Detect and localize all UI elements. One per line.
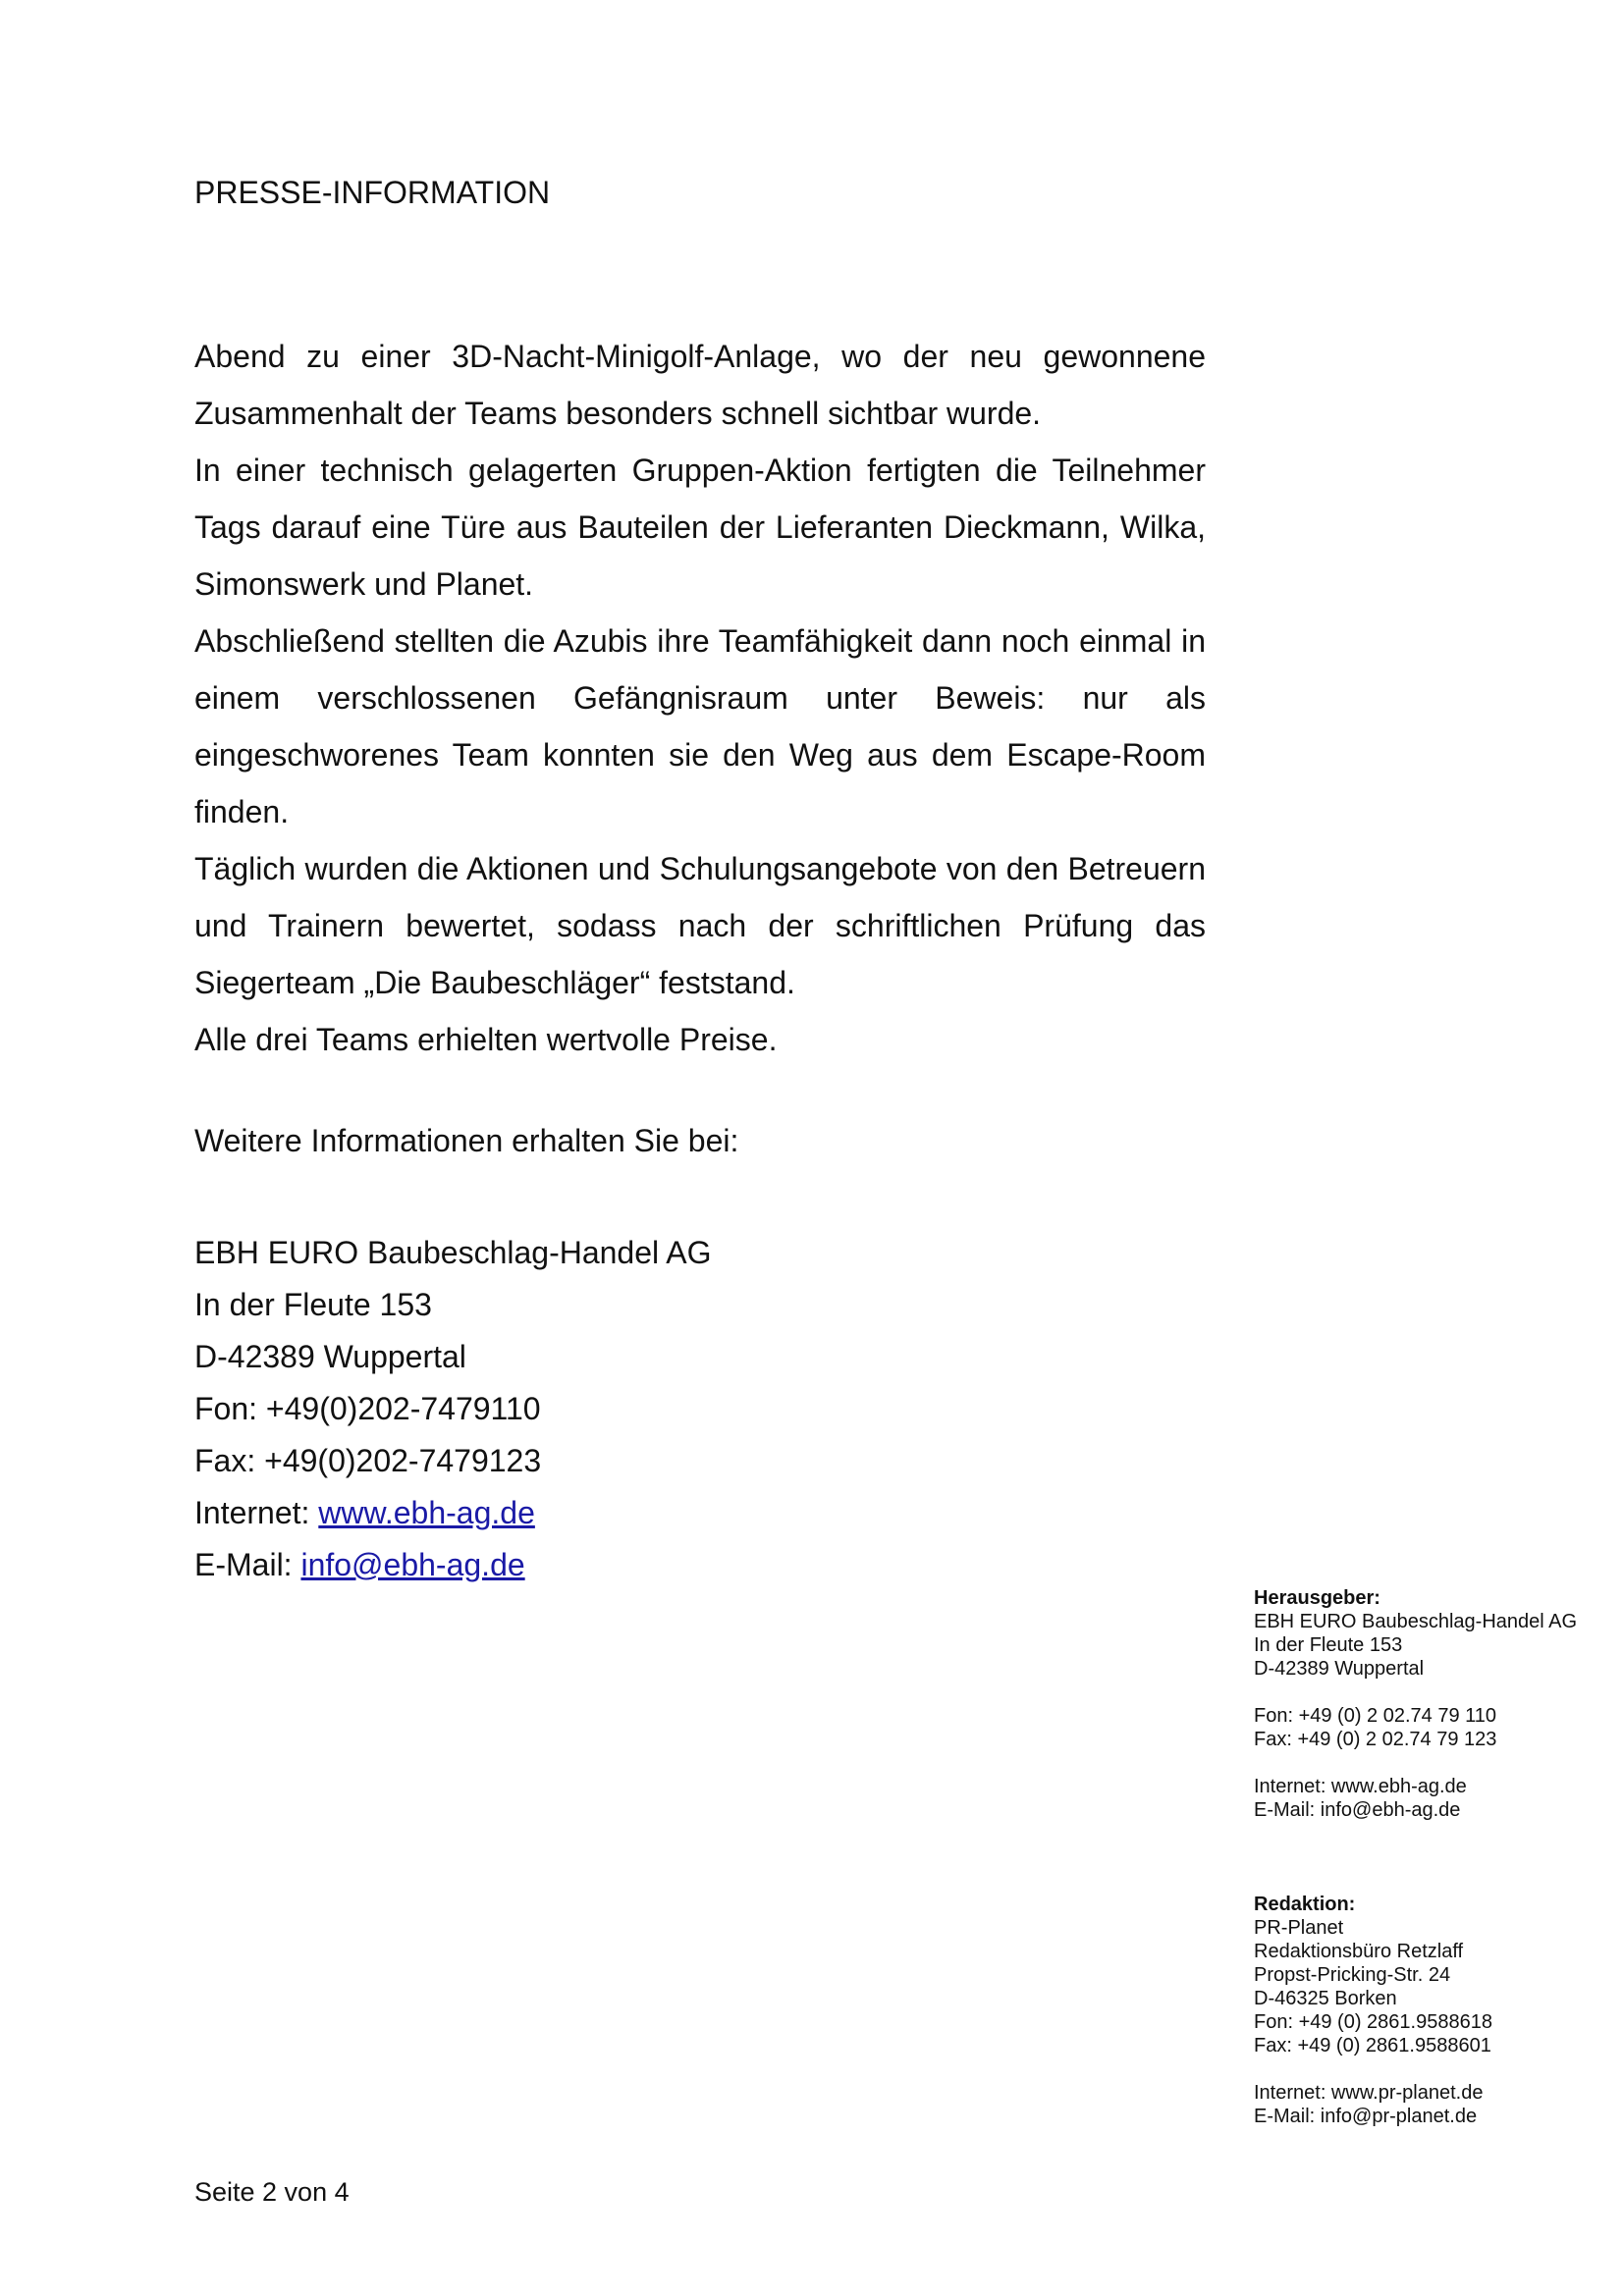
contact-phone: Fon: +49(0)202-7479110 [194,1391,541,1426]
contact-internet-label: Internet: [194,1495,319,1530]
body-paragraph: Täglich wurden die Aktionen und Schulungsangebote von den Betreuern und Trainern bewertet, sodass nach der schriftlichen Prüfung das Siegerteam „Die Baubeschläger“ feststand. [194,851,1206,1000]
contact-intro: Weitere Informationen erhalten Sie bei: [194,1123,739,1158]
publisher-phone: Fon: +49 (0) 2 02.74 79 110 [1254,1705,1497,1727]
editorial-fax: Fax: +49 (0) 2861.9588601 [1254,2035,1491,2056]
publisher-internet: Internet: www.ebh-ag.de [1254,1776,1467,1797]
editorial-city: D-46325 Borken [1254,1988,1397,2009]
editorial-office: Redaktionsbüro Retzlaff [1254,1941,1464,1962]
website-link[interactable]: www.ebh-ag.de [318,1495,535,1530]
spacer [1254,1751,1577,1775]
body-paragraph: Abschließend stellten die Azubis ihre Teamfähigkeit dann noch einmal in einem verschlossenen Gefängnisraum unter Beweis: nur als eingeschworenes Team konnten sie den Weg aus dem Escape-Room finden. [194,623,1206,829]
contact-internet [194,1487,711,1539]
spacer [1254,2057,1577,2081]
publisher-street: In der Fleute 153 [1254,1634,1403,1656]
publisher-fax: Fax: +49 (0) 2 02.74 79 123 [1254,1729,1497,1750]
editorial-phone: Fon: +49 (0) 2861.9588618 [1254,2011,1492,2033]
contact-city: D-42389 Wuppertal [194,1339,466,1374]
publisher-city: D-42389 Wuppertal [1254,1658,1425,1680]
editorial-street: Propst-Pricking-Str. 24 [1254,1964,1451,1986]
contact-email-label: E-Mail: [194,1547,301,1582]
email-link[interactable]: info@ebh-ag.de [300,1547,525,1582]
press-release-body [194,328,1206,1068]
page-number: Seite 2 von 4 [194,2177,350,2207]
contact-block [194,1227,711,1591]
body-paragraph: In einer technisch gelagerten Gruppen-Aktion fertigten die Teilnehmer Tags darauf eine Türe aus Bauteilen der Lieferanten Dieckmann, Wilka, Simonswerk und Planet. [194,453,1206,602]
editorial-internet: Internet: www.pr-planet.de [1254,2082,1484,2104]
contact-fax: Fax: +49(0)202-7479123 [194,1443,542,1478]
contact-company: EBH EURO Baubeschlag-Handel AG [194,1235,712,1270]
contact-email [194,1539,711,1591]
contact-street: In der Fleute 153 [194,1287,432,1322]
editorial-email: E-Mail: info@pr-planet.de [1254,2106,1478,2127]
spacer [1254,1822,1577,1893]
body-paragraph: Alle drei Teams erhielten wertvolle Preise. [194,1022,778,1057]
publisher-label: Herausgeber: [1254,1587,1380,1609]
body-paragraph: Abend zu einer 3D-Nacht-Minigolf-Anlage, wo der neu gewonnene Zusammenhalt der Teams besonders schnell sichtbar wurde. [194,339,1206,431]
page-title: PRESSE-INFORMATION [194,175,551,210]
publisher-email: E-Mail: info@ebh-ag.de [1254,1799,1461,1821]
publisher-company: EBH EURO Baubeschlag-Handel AG [1254,1611,1578,1632]
sidebar-info [1254,1586,1577,2128]
spacer [1254,1681,1577,1704]
editorial-company: PR-Planet [1254,1917,1344,1939]
editorial-label: Redaktion: [1254,1894,1356,1915]
